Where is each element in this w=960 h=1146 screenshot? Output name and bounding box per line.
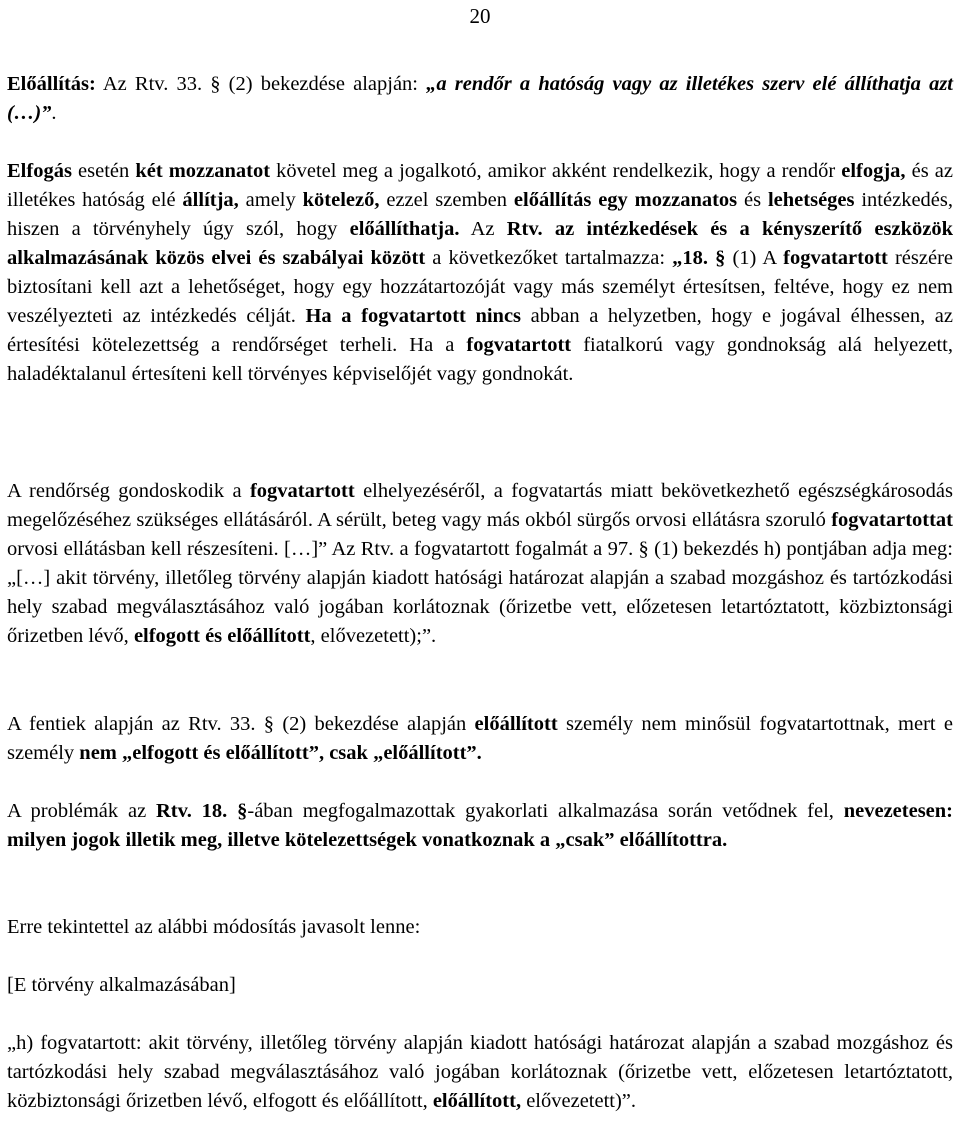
paragraph-elfogas-vs-eloallitas: [7, 157, 953, 389]
paragraph-torveny-alkalmazasaban: [7, 971, 953, 1000]
text-run: kötelező,: [302, 189, 380, 211]
paragraph-eloallitas-definition: [7, 70, 953, 128]
text-run: -ában megfogalmazottak gyakorlati alkalmazása során vetődnek fel,: [247, 800, 844, 822]
text-run: fogvatartottat: [831, 509, 953, 531]
text-run: orvosi ellátásban kell részesíteni. […]” Az Rtv. a fogvatartott fogalmát a 97. § (1) bekezdés h) pontjában adja meg: „[…] akit törvény, illetőleg törvény alapján kiadott hatósági határozat alapján a szabad mozgáshoz és tartózkodási hely szabad megválasztásához való jogában korlátoznak (őrizetbe vett, előzetesen letartóztatott, közbiztonsági őrizetben lévő,: [7, 538, 953, 647]
text-run: a következőket tartalmazza:: [425, 247, 673, 269]
text-run: Rtv. 18. §: [155, 800, 248, 822]
paragraph-fentiek-alapjan: [7, 710, 953, 768]
text-run: Elfogás: [7, 160, 72, 182]
text-run: , elővezetett);”.: [310, 625, 437, 647]
paragraph-rendorseg-ellatas: [7, 477, 953, 651]
text-run: elfogott és előállított: [133, 625, 311, 647]
paragraph-problemak: [7, 797, 953, 855]
text-run: Az Rtv. 33. § (2) bekezdése alapján:: [95, 73, 427, 95]
text-run: „a rendőr a hatóság vagy az illetékes szerv elé állíthatja azt (…)”: [7, 73, 953, 124]
text-run: „18. §: [672, 247, 726, 269]
text-run: ezzel szemben: [379, 189, 514, 211]
text-run: .: [51, 102, 57, 124]
text-run: nevezetesen: milyen jogok illetik meg, illetve kötelezettségek vonatkoznak a „csak” előállítottra.: [7, 800, 953, 851]
text-run: (1) A: [725, 247, 784, 269]
text-run: előállíthatja.: [349, 218, 460, 240]
text-run: A rendőrség gondoskodik a: [7, 480, 250, 502]
text-run: fogvatartott: [249, 480, 355, 502]
text-run: esetén: [71, 160, 136, 182]
text-run: részére biztosítani kell azt a lehetőséget, hogy egy hozzátartozóját vagy más személyt értesítsen, feltéve, hogy ez nem veszélyezteti az intézkedés célját.: [7, 247, 954, 327]
paragraph-modositas-javaslat: [7, 913, 953, 942]
text-run: Az: [459, 218, 507, 240]
text-run: követel meg a jogalkotó, amikor akként rendelkezik, hogy a rendőr: [270, 160, 842, 182]
text-run: elfogja,: [841, 160, 906, 182]
page-number: 20: [469, 4, 491, 28]
text-run: fogvatartott: [783, 247, 888, 269]
text-run: Ha a fogvatartott nincs: [305, 305, 522, 327]
paragraph-h-pont-fogvatartott: [7, 1029, 953, 1116]
text-run: fiatalkorú vagy gondnokság alá helyezett, haladéktalanul értesíteni kell törvényes képviselőjét vagy gondnokát.: [7, 334, 953, 385]
text-run: előállított,: [432, 1090, 522, 1112]
text-run: elővezetett)”.: [521, 1090, 637, 1112]
text-run: állítja,: [182, 189, 239, 211]
text-run: előállított: [474, 713, 558, 735]
text-run: A fentiek alapján az Rtv. 33. § (2) bekezdése alapján: [7, 713, 475, 735]
text-run: elhelyezéséről, a fogvatartás miatt bekövetkezhető egészségkárosodás megelőzéséhez szükséges ellátásáról. A sérült, beteg vagy más okból sürgős orvosi ellátásra szoruló: [7, 480, 953, 531]
text-run: A problémák az: [7, 800, 156, 822]
text-run: fogvatartott: [466, 334, 572, 356]
text-run: amely: [238, 189, 303, 211]
text-run: abban a helyzetben, hogy e jogával élhessen, az értesítési kötelezettség a rendőrséget terheli. Ha a: [7, 305, 954, 356]
text-run: és az illetékes hatóság elé: [7, 160, 953, 211]
text-run: két mozzanatot: [135, 160, 271, 182]
text-run: nem „elfogott és előállított”, csak „előállított”.: [79, 742, 482, 764]
text-run: előállítás egy mozzanatos: [513, 189, 738, 211]
text-run: intézkedés, hiszen a törvényhely úgy szól, hogy: [7, 189, 954, 240]
text-run: és: [737, 189, 768, 211]
text-run: [E törvény alkalmazásában]: [7, 974, 236, 996]
text-run: személy nem minősül fogvatartottnak, mert e személy: [7, 713, 953, 764]
text-run: Előállítás:: [7, 73, 96, 95]
text-run: Erre tekintettel az alábbi módosítás javasolt lenne:: [7, 916, 421, 938]
text-run: lehetséges: [767, 189, 855, 211]
text-run: Rtv. az intézkedések és a kényszerítő eszközök alkalmazásának közös elvei és szabályai között: [7, 218, 953, 269]
text-run: „h) fogvatartott: akit törvény, illetőleg törvény alapján kiadott hatósági határozat alapján a szabad mozgáshoz és tartózkodási hely szabad megválasztásához való jogában korlátoznak (őrizetbe vett, előzetesen letartóztatott, közbiztonsági őrizetben lévő, elfogott és előállított,: [7, 1032, 953, 1112]
